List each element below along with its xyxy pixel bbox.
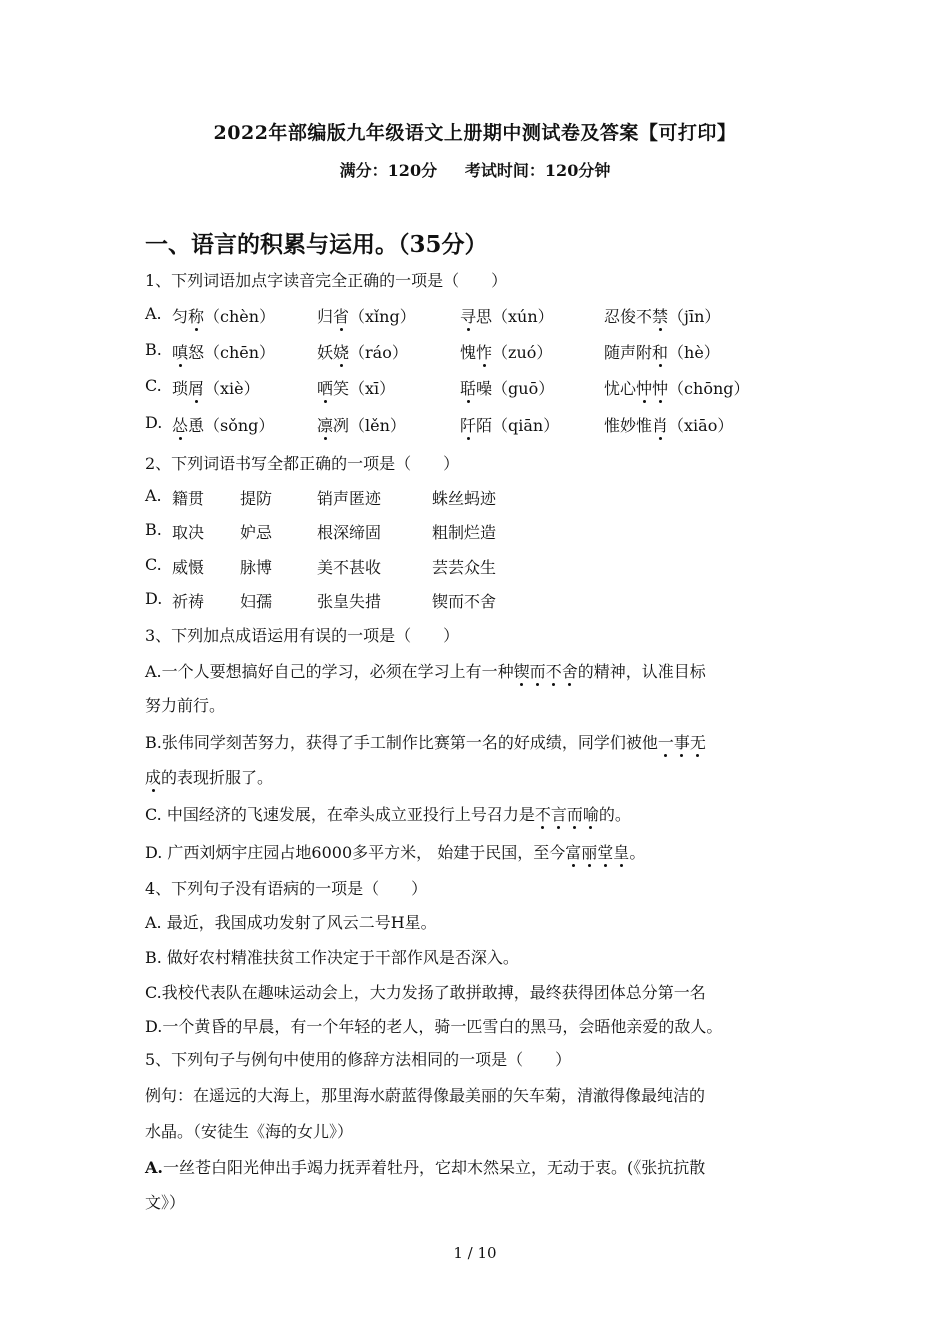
q2-word: 粗制烂造 bbox=[432, 523, 497, 542]
q2-word: 取决 bbox=[172, 523, 205, 542]
q5-option-a bbox=[145, 1155, 705, 1178]
q5-a-text: 一丝苍白阳光伸出手竭力抚弄着牡丹，它却木然呆立，无动于衷。(《张抗抗散 bbox=[162, 1158, 706, 1177]
word-pinyin: （chèn） bbox=[204, 307, 276, 326]
word-part: 随声附 bbox=[604, 343, 653, 362]
q2-word: 芸芸众生 bbox=[432, 558, 497, 577]
page-number: 1 / 10 bbox=[453, 1244, 497, 1262]
dotted-char: 屑 bbox=[188, 376, 204, 399]
dotted-char: 而 bbox=[530, 659, 546, 682]
dotted-char: 不 bbox=[546, 659, 562, 682]
dotted-char: 言 bbox=[551, 802, 567, 825]
q3-option-c bbox=[145, 802, 631, 825]
dotted-char: 忡 bbox=[652, 376, 668, 399]
option-label: C. bbox=[145, 555, 162, 574]
q2-word: 妒忌 bbox=[240, 523, 273, 542]
dotted-char: 皇 bbox=[613, 840, 629, 863]
q3-stem: 3、下列加点成语运用有误的一项是（ ） bbox=[145, 626, 460, 645]
q3-a-text-end: 的精神，认准目标 bbox=[577, 662, 706, 681]
dotted-char: 无 bbox=[690, 730, 706, 753]
q1-word bbox=[460, 376, 554, 399]
q1-word bbox=[460, 413, 559, 436]
q3-b-text-end: 的表现折服了。 bbox=[161, 768, 274, 787]
dotted-char: 和 bbox=[652, 340, 668, 363]
word-part: 归 bbox=[317, 307, 334, 326]
dotted-char: 怂 bbox=[172, 413, 188, 436]
word-pinyin: 思（xún） bbox=[476, 307, 554, 326]
dotted-char: 丽 bbox=[581, 840, 597, 863]
word-pinyin: （chōng） bbox=[668, 379, 750, 398]
dotted-char: 锲 bbox=[514, 659, 530, 682]
option-label: B. bbox=[145, 340, 162, 359]
q1-word bbox=[172, 413, 274, 436]
q1-word bbox=[317, 376, 395, 399]
q3-c-text-end: 的。 bbox=[598, 805, 631, 824]
word-part: 妖 bbox=[317, 343, 334, 362]
q2-word: 籍贯 bbox=[172, 489, 205, 508]
word-pinyin: 恿（sǒng） bbox=[188, 416, 275, 435]
q3-b-text: B.张伟同学刻苦努力，获得了手工制作比赛第一名的好成绩，同学们被他 bbox=[145, 733, 658, 752]
word-pinyin: 笑（xī） bbox=[333, 379, 396, 398]
dotted-char: 舍 bbox=[562, 659, 578, 682]
word-pinyin: （xǐng） bbox=[349, 307, 416, 326]
q2-word: 根深缔固 bbox=[317, 523, 382, 542]
option-label: C. bbox=[145, 376, 162, 395]
q5-option-a-cont: 文》） bbox=[145, 1193, 186, 1212]
q3-option-a bbox=[145, 659, 706, 682]
dotted-char: 喻 bbox=[583, 802, 599, 825]
dotted-char: 聒 bbox=[460, 376, 476, 399]
q3-option-b-cont bbox=[145, 765, 273, 788]
q2-word: 美不甚收 bbox=[317, 558, 382, 577]
q3-c-idiom bbox=[535, 805, 599, 824]
q2-word: 锲而不舍 bbox=[432, 592, 497, 611]
q1-word bbox=[317, 340, 408, 363]
q3-c-text: C. 中国经济的飞速发展，在牵头成立亚投行上号召力是 bbox=[145, 805, 535, 824]
word-pinyin: （jīn） bbox=[668, 307, 721, 326]
word-pinyin: （xiāo） bbox=[668, 416, 734, 435]
word-part: 惟妙惟 bbox=[604, 416, 653, 435]
dotted-char: 嗔 bbox=[172, 340, 188, 363]
option-label: D. bbox=[145, 589, 163, 608]
q1-word bbox=[172, 340, 275, 363]
q3-a-text: A.一个人要想搞好自己的学习，必须在学习上有一种 bbox=[145, 662, 514, 681]
dotted-char: 哂 bbox=[317, 376, 333, 399]
word-pinyin: 陌（qiān） bbox=[476, 416, 560, 435]
dotted-char: 凛 bbox=[317, 413, 333, 436]
dotted-char: 不 bbox=[535, 802, 551, 825]
word-pinyin: 冽（lěn） bbox=[333, 416, 406, 435]
option-label: D. bbox=[145, 413, 163, 432]
dotted-char: 事 bbox=[674, 730, 690, 753]
q3-d-text: D. 广西刘炳宇庄园占地6000多平方米， 始建于民国，至今 bbox=[145, 843, 566, 862]
dotted-char: 寻 bbox=[460, 304, 476, 327]
word-part: 忧心 bbox=[604, 379, 637, 398]
word-pinyin: 噪（guō） bbox=[476, 379, 555, 398]
q3-b-idiom bbox=[658, 733, 706, 752]
q3-d-text-end: 。 bbox=[629, 843, 646, 862]
q2-word: 销声匿迹 bbox=[317, 489, 382, 508]
q3-option-b bbox=[145, 730, 706, 753]
q1-stem: 1、下列词语加点字读音完全正确的一项是（ ） bbox=[145, 271, 508, 290]
q1-word bbox=[604, 340, 720, 363]
option-label: A. bbox=[145, 486, 162, 505]
q5-example-cont: 水晶。（安徒生《海的女儿》） bbox=[145, 1122, 354, 1141]
dotted-char: 禁 bbox=[652, 304, 668, 327]
word-pinyin: （xiè） bbox=[204, 379, 260, 398]
q1-word bbox=[172, 304, 275, 327]
q3-option-d bbox=[145, 840, 645, 863]
option-label: B. bbox=[145, 520, 162, 539]
q2-word: 妇孺 bbox=[240, 592, 273, 611]
dotted-char: 肖 bbox=[652, 413, 668, 436]
q2-stem: 2、下列词语书写全都正确的一项是（ ） bbox=[145, 454, 460, 473]
q4-stem: 4、下列句子没有语病的一项是（ ） bbox=[145, 879, 428, 898]
q2-word: 张皇失措 bbox=[317, 592, 382, 611]
dotted-char: 忡 bbox=[636, 376, 652, 399]
dotted-char: 称 bbox=[188, 304, 204, 327]
word-part: 愧 bbox=[460, 343, 477, 362]
dotted-char: 堂 bbox=[597, 840, 613, 863]
q2-word: 祈祷 bbox=[172, 592, 205, 611]
word-part: 忍俊不 bbox=[604, 307, 653, 326]
q4-option-b: B. 做好农村精准扶贫工作决定于干部作风是否深入。 bbox=[145, 948, 519, 967]
word-part: 琐 bbox=[172, 379, 189, 398]
q1-word bbox=[317, 304, 416, 327]
dotted-char: 一 bbox=[658, 730, 674, 753]
q3-a-idiom bbox=[514, 662, 578, 681]
q1-word bbox=[317, 413, 406, 436]
q2-word: 脉博 bbox=[240, 558, 273, 577]
q2-word: 提防 bbox=[240, 489, 273, 508]
q3-option-a-cont: 努力前行。 bbox=[145, 696, 226, 715]
exam-subtitle: 满分：120分 考试时间：120分钟 bbox=[339, 161, 611, 180]
word-pinyin: 怒（chēn） bbox=[188, 343, 276, 362]
word-part: 匀 bbox=[172, 307, 189, 326]
q4-option-c: C.我校代表队在趣味运动会上，大力发扬了敢拼敢搏，最终获得团体总分第一名 bbox=[145, 983, 706, 1002]
dotted-char: 怍 bbox=[476, 340, 492, 363]
option-label: A. bbox=[145, 304, 162, 323]
q1-word bbox=[460, 340, 552, 363]
q2-word: 蛛丝蚂迹 bbox=[432, 489, 497, 508]
word-pinyin: （ráo） bbox=[349, 343, 408, 362]
dotted-char: 而 bbox=[567, 802, 583, 825]
q4-option-d: D.一个黄昏的早晨，有一个年轻的老人，骑一匹雪白的黑马，会晤他亲爱的敌人。 bbox=[145, 1017, 723, 1036]
word-pinyin: （hè） bbox=[668, 343, 720, 362]
q3-b-idiom-end bbox=[145, 768, 161, 787]
q1-word bbox=[604, 376, 750, 399]
q3-d-idiom bbox=[565, 843, 629, 862]
word-pinyin: （zuó） bbox=[492, 343, 553, 362]
q1-word bbox=[460, 304, 554, 327]
exam-title: 2022年部编版九年级语文上册期中测试卷及答案【可打印】 bbox=[213, 122, 737, 144]
q5-stem: 5、下列句子与例句中使用的修辞方法相同的一项是（ ） bbox=[145, 1050, 572, 1069]
q1-word bbox=[604, 304, 720, 327]
dotted-char: 阡 bbox=[460, 413, 476, 436]
q5-a-label: A. bbox=[145, 1158, 163, 1177]
section-heading: 一、语言的积累与运用。（35分） bbox=[145, 231, 488, 258]
dotted-char: 省 bbox=[333, 304, 349, 327]
dotted-char: 娆 bbox=[333, 340, 349, 363]
q2-word: 威慑 bbox=[172, 558, 205, 577]
dotted-char: 富 bbox=[565, 840, 581, 863]
q5-example: 例句：在遥远的大海上，那里海水蔚蓝得像最美丽的矢车菊，清澈得像最纯洁的 bbox=[145, 1086, 706, 1105]
q4-option-a: A. 最近，我国成功发射了风云二号H星。 bbox=[145, 913, 437, 932]
q1-word bbox=[604, 413, 733, 436]
q1-word bbox=[172, 376, 260, 399]
dotted-char: 成 bbox=[145, 765, 161, 788]
